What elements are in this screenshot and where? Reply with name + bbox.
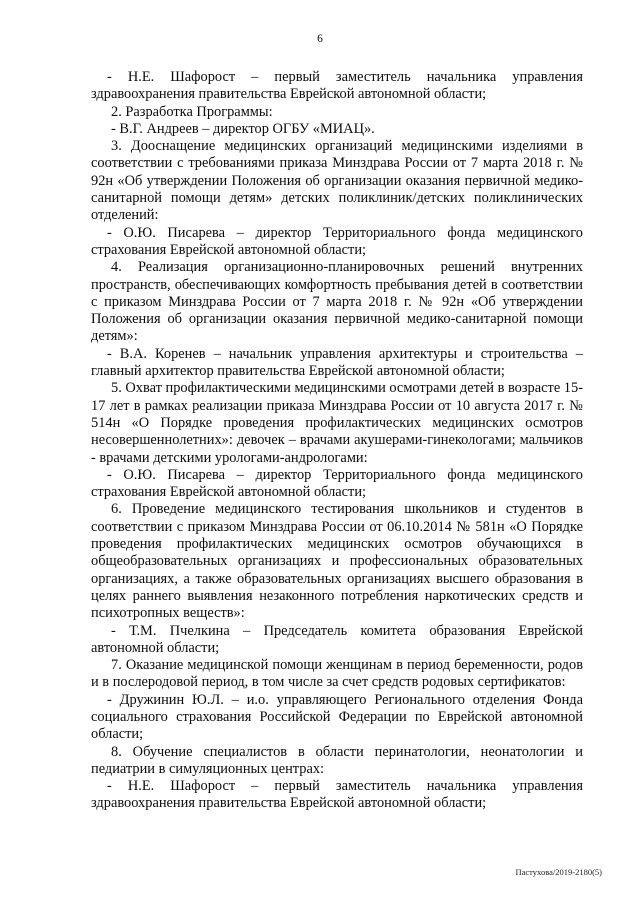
paragraph-item-6: 6. Проведение медицинского тестирования школьников и студентов в соответствии с приказом Минздрава России от 06.10.2014 № 581н «О Порядке проведения профилактических медицинских осмотров обучающихся в общеобразовательных организациях и профессиональных образовательных организациях, а также образовательных организациях высшего образования в целях раннего выявления незаконного потребления наркотических средств и психотропных веществ»: xyxy=(91,501,583,622)
paragraph-item-8: 8. Обучение специалистов в области перинатологии, неонатологии и педиатрии в симуляционных центрах: xyxy=(91,743,583,777)
document-body xyxy=(91,69,583,813)
paragraph-korenev: - В.А. Коренев – начальник управления архитектуры и строительства – главный архитектор правительства Еврейской автономной области; xyxy=(91,345,583,380)
paragraph-andreev: - В.Г. Андреев – директор ОГБУ «МИАЦ». xyxy=(111,120,375,137)
paragraph-pisareva-1: - О.Ю. Писарева – директор Территориального фонда медицинского страхования Еврейской автономной области; xyxy=(91,224,583,258)
paragraph-item-5: 5. Охват профилактическими медицинскими осмотрами детей в возрасте 15-17 лет в рамках реализации приказа Минздрава России от 10 августа 2017 г. № 514н «О Порядке проведения профилактических медицинских осмотров несовершеннолетних»: девочек – врачами акушерами-гинекологами; мальчиков - врачами детскими урологами-андрологами: xyxy=(91,380,583,466)
paragraph-shaforost-2: - Н.Е. Шафорост – первый заместитель начальника управления здравоохранения правительства Еврейской автономной области; xyxy=(91,778,583,812)
paragraph-item-4: 4. Реализация организационно-планировочных решений внутренних пространств, обеспечивающих комфортность пребывания детей в соответствии с приказом Минздрава России от 7 марта 2018 г. № 92н «Об утверждении Положения об организации оказания первичной медико-санитарной помощи детям»: xyxy=(91,259,583,345)
paragraph-pchelkina: - Т.М. Пчелкина – Председатель комитета образования Еврейской автономной области; xyxy=(91,622,583,656)
paragraph-item-7: 7. Оказание медицинской помощи женщинам в период беременности, родов и в послеродовой период, в том числе за счет средств родовых сертификатов: xyxy=(91,657,583,691)
paragraph-pisareva-2: - О.Ю. Писарева – директор Территориального фонда медицинского страхования Еврейской автономной области; xyxy=(91,466,583,501)
paragraph-item-2: 2. Разработка Программы: xyxy=(111,103,273,120)
paragraph-shaforost-1: - Н.Е. Шафорост – первый заместитель начальника управления здравоохранения правительства Еврейской автономной области; xyxy=(91,69,583,103)
document-registration-code: Пастухова/2019-2180(5) xyxy=(515,867,602,877)
paragraph-druzhinin: - Дружинин Ю.Л. – и.о. управляющего Регионального отделения Фонда социального страхования Российской Федерации по Еврейской автономной области; xyxy=(91,691,583,743)
paragraph-item-3: 3. Дооснащение медицинских организаций медицинскими изделиями в соответствии с требованиями приказа Минздрава России от 7 марта 2018 г. № 92н «Об утверждении Положения об организации оказания первичной медико-санитарной помощи детям» детских поликлиник/детских поликлинических отделений: xyxy=(91,138,583,224)
page-number: 6 xyxy=(317,33,323,45)
